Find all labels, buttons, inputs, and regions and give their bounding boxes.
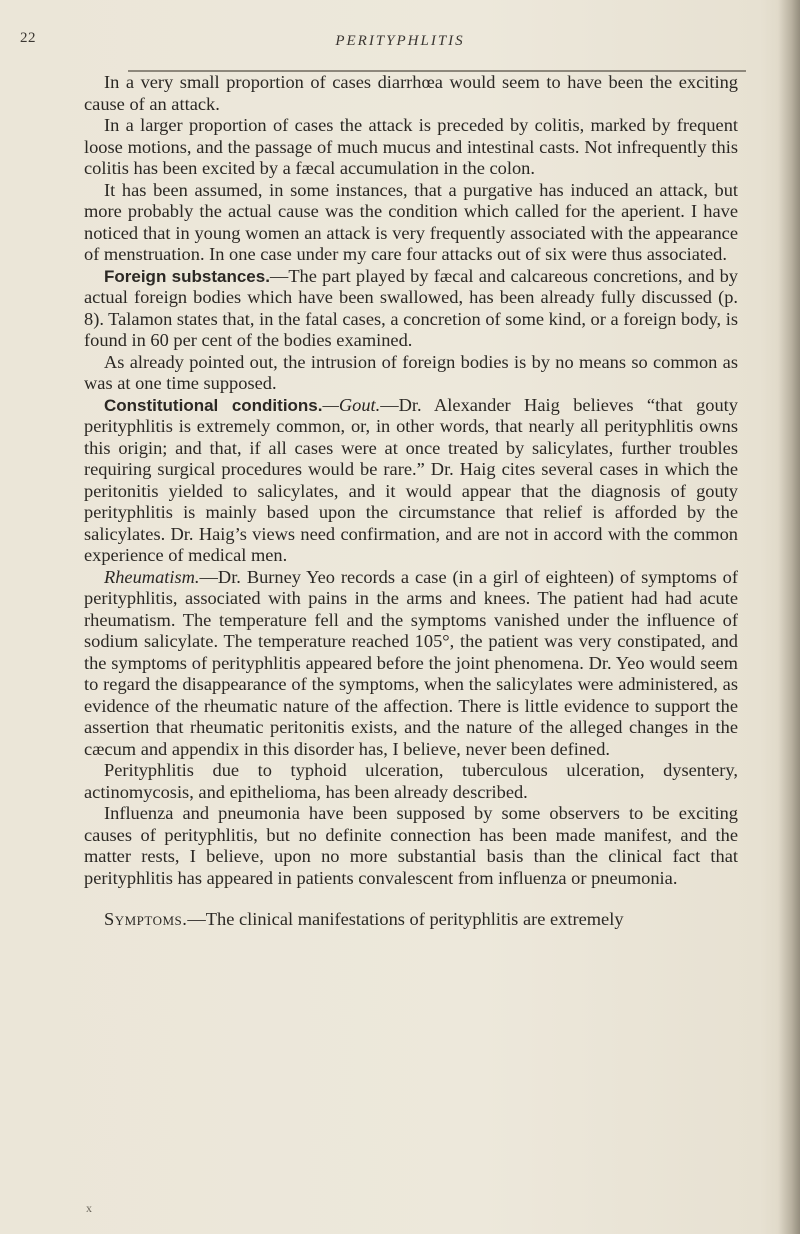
body-text (84, 72, 738, 931)
section-heading-constitutional: Constitutional conditions. (104, 395, 323, 415)
page-number: 22 (20, 30, 36, 46)
paragraph-constitutional-gout: Constitutional conditions.—Gout.—Dr. Alexander Haig believes “that gouty perityphlitis is extremely common, or, in other words, that nearly all perityphlitis owns this origin; and that, if all cases were at once treated by salicylates, further troubles requiring surgical procedures would be rare.” Dr. Haig cites several cases in which the peritonitis yielded to salicylates, and it would appear that the diagnosis of gouty perityphlitis is mainly based upon the circumstance that relief is afforded by the salicylates. Dr. Haig’s views need confirmation, and are not in accord with the common experience of medical men. (84, 394, 738, 565)
paragraph-diarrhoea: In a very small proportion of cases diarrhœa would seem to have been the exciting cause of an attack. (84, 72, 738, 114)
section-heading-symptoms: Symptoms. (104, 909, 188, 929)
paragraph-rheumatism: Rheumatism.—Dr. Burney Yeo records a case (in a girl of eighteen) of symptoms of perityphlitis, associated with pains in the arms and knees. The patient had had acute rheumatism. The temperature fell and the symptoms vanished under the influence of sodium salicylate. The temperature reached 105°, the patient was very constipated, and the symptoms of perityphlitis appeared before the joint phenomena. Dr. Yeo would seem to regard the disappearance of the symptoms, when the salicylates were administered, as evidence of the rheumatic nature of the affection. There is little evidence to support the assertion that rheumatic peritonitis exists, and the nature of the alleged changes in the cæcum and appendix in this disorder has, I believe, never been defined. (84, 566, 738, 759)
subheading-gout: —Gout. (322, 394, 381, 415)
running-head: PERITYPHLITIS (335, 33, 465, 49)
subheading-rheumatism: Rheumatism. (104, 566, 200, 587)
stray-mark: x (86, 1201, 92, 1215)
paragraph-influenza: Influenza and pneumonia have been supposed by some observers to be exciting causes of perityphlitis, but no definite connection has been made manifest, and the matter rests, I believe, upon no more substantial basis than the clinical fact that perityphlitis has appeared in patients convalescent from influenza or pneumonia. (84, 803, 738, 888)
section-heading-foreign-substances: Foreign substances. (104, 266, 270, 286)
binding-shadow (778, 0, 800, 1234)
paragraph-symptoms: Symptoms.—The clinical manifestations of perityphlitis are extremely (104, 909, 624, 929)
paragraph-foreign-substances: Foreign substances.—The part played by fæcal and calcareous concretions, and by actual foreign bodies which have been swallowed, has been already fully discussed (p. 8). Talamon states that, in the fatal cases, a concretion of some kind, or a foreign body, is found in 60 per cent of the bodies examined. (84, 265, 738, 350)
paragraph-purgative: It has been assumed, in some instances, that a purgative has induced an attack, but more probably the actual cause was the condition which called for the aperient. I have noticed that in young women an attack is very frequently associated with the appearance of menstruation. In one case under my care four attacks out of six were thus associated. (84, 179, 738, 264)
paragraph-foreign-bodies-rare: As already pointed out, the intrusion of foreign bodies is by no means so common as was at one time supposed. (84, 351, 738, 393)
paragraph-colitis: In a larger proportion of cases the attack is preceded by colitis, marked by frequent loose motions, and the passage of much mucus and intestinal casts. Not infrequently this colitis has been excited by a fæcal accumulation in the colon. (84, 115, 738, 178)
paragraph-typhoid: Perityphlitis due to typhoid ulceration, tuberculous ulceration, dysentery, actinomycosis, and epithelioma, has been already described. (84, 760, 738, 802)
